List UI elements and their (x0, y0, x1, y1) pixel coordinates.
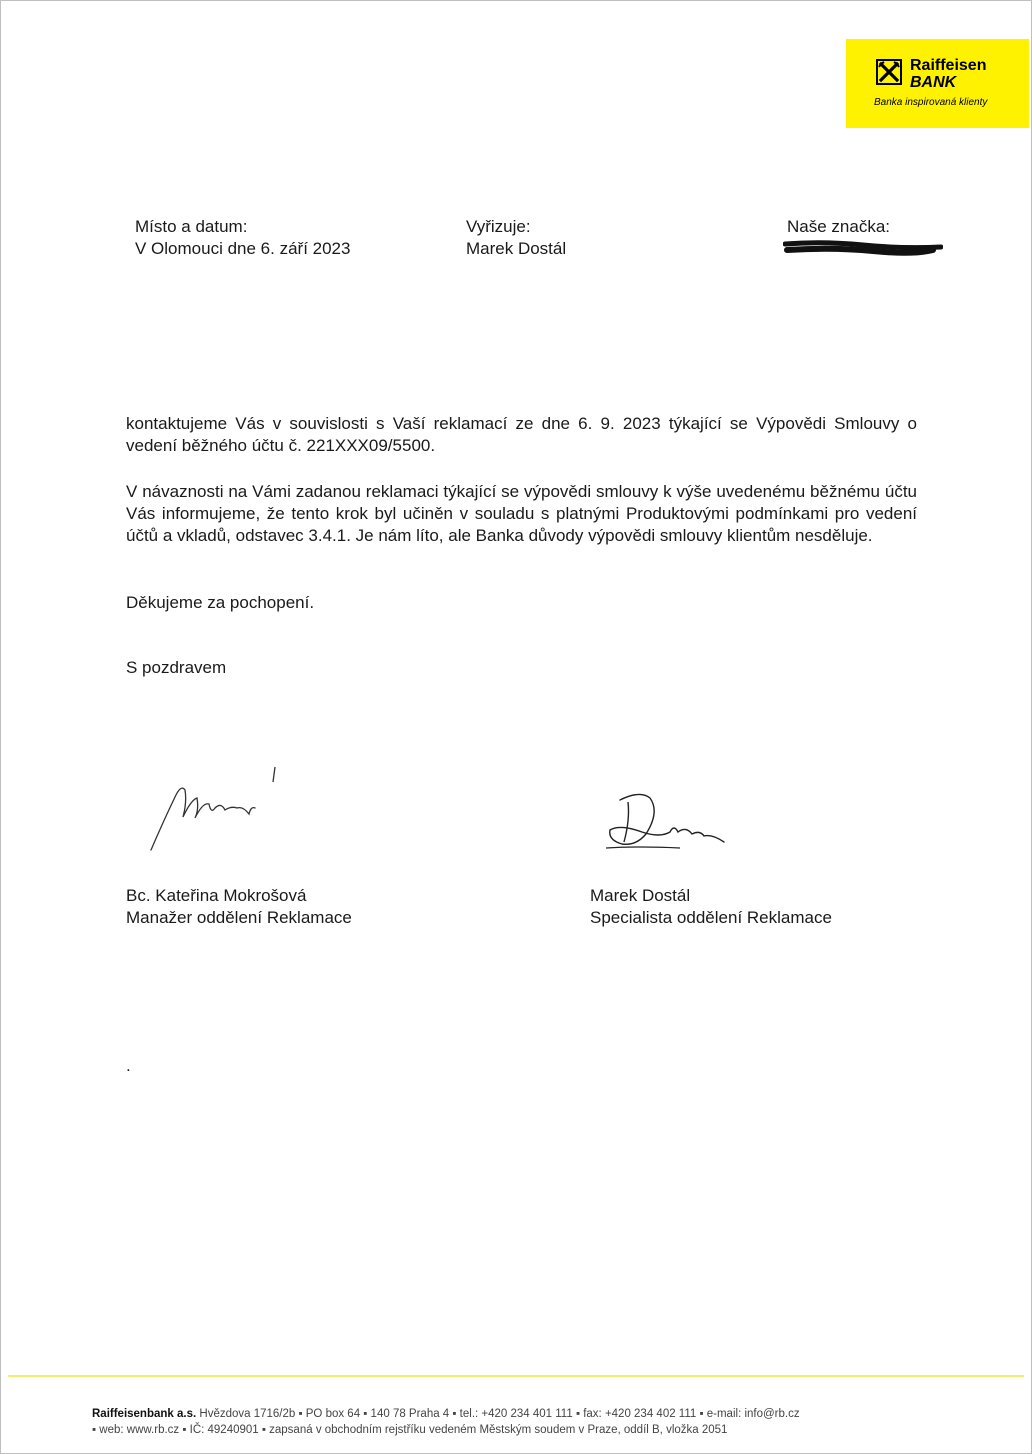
signer-2 (590, 885, 832, 929)
handled-by-block (466, 216, 566, 260)
footer (92, 1406, 800, 1438)
signature-dostal (600, 786, 730, 856)
reference-label: Naše značka: (787, 217, 890, 236)
body-paragraph-2: V návaznosti na Vámi zadanou reklamaci týkající se výpovědi smlouvy k výše uvedenému běžnému účtu Vás informujeme, že tento krok byl učiněn v souladu s platnými Produktovými podmínkami pro vedení účtů a vkladů, odstavec 3.4.1. Je nám líto, ale Banka důvody výpovědi smlouvy klientům nesděluje. (126, 482, 917, 545)
signature-mokrosova (145, 762, 285, 857)
handled-by-value: Marek Dostál (466, 239, 567, 258)
bank-logo (846, 39, 1029, 128)
footer-rule (8, 1375, 1024, 1377)
thanks-line: Děkujeme za pochopení. (126, 593, 315, 612)
place-date-block (135, 216, 350, 260)
footer-company: Raiffeisenbank a.s. (92, 1408, 197, 1420)
reference-block (787, 216, 890, 238)
place-date-label: Místo a datum: (135, 217, 248, 236)
signer-2-title: Specialista oddělení Reklamace (590, 908, 832, 927)
place-date-value: V Olomouci dne 6. září 2023 (135, 239, 351, 258)
signer-1-name: Bc. Kateřina Mokrošová (126, 886, 307, 905)
signer-1-title: Manažer oddělení Reklamace (126, 908, 352, 927)
redacted-reference (783, 238, 943, 256)
handled-by-label: Vyřizuje: (466, 217, 531, 236)
footer-line-2: ▪ web: www.rb.cz ▪ IČ: 49240901 ▪ zapsaná v obchodním rejstříku vedeném Městským soudem v Praze, oddíl B, vložka 2051 (92, 1424, 728, 1436)
trailing-dot: . (126, 1056, 131, 1075)
raiffeisen-crossed-horses-icon (876, 59, 902, 85)
signer-2-name: Marek Dostál (590, 886, 691, 905)
footer-address: Hvězdova 1716/2b ▪ PO box 64 ▪ 140 78 Praha 4 ▪ tel.: +420 234 401 111 ▪ fax: +420 234 402 111 ▪ e-mail: info@rb.cz (196, 1408, 800, 1420)
footer-line-1 (92, 1406, 800, 1422)
signer-1 (126, 885, 352, 929)
closing-line: S pozdravem (126, 658, 227, 677)
logo-tagline: Banka inspirovaná klienty (874, 97, 988, 108)
body-paragraph-1: kontaktujeme Vás v souvislosti s Vaší reklamací ze dne 6. 9. 2023 týkající se Výpovědi Smlouvy o vedení běžného účtu č. 221XXX09/5500. (126, 414, 917, 455)
logo-name: Raiffeisen BANK (910, 57, 987, 91)
